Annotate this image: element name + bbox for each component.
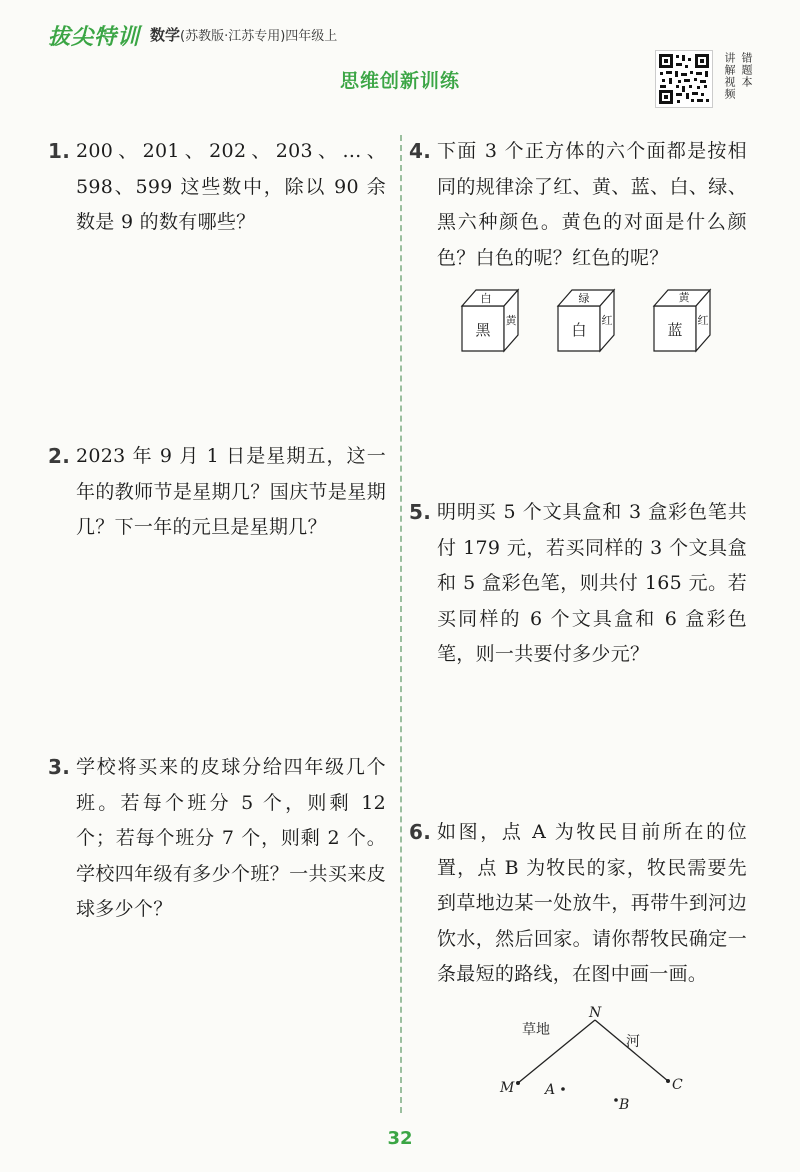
cube-2-top: 绿 <box>578 292 590 305</box>
point-m-dot <box>516 1081 520 1085</box>
question-text: 明明买 5 个文具盒和 3 盒彩色笔共付 179 元，若买同样的 3 个文具盒和 5 盒彩色笔，则共付 165 元。若买同样的 6 个文具盒和 6 盒彩色笔，则一共要付多少元？ <box>437 501 747 665</box>
point-b-dot <box>614 1098 618 1102</box>
question-2 <box>48 439 386 546</box>
qr-code-icon[interactable] <box>655 50 713 108</box>
question-3 <box>48 750 386 928</box>
book-subtitle <box>150 24 337 45</box>
point-a-dot <box>561 1087 565 1091</box>
cube-3 <box>654 290 710 351</box>
qr-label-errors: 错题本 <box>740 52 753 88</box>
cube-1-front: 黑 <box>475 321 491 339</box>
point-a-label: A <box>545 1082 556 1098</box>
route-map-figure <box>498 1003 698 1113</box>
cubes-figure <box>462 288 722 353</box>
column-divider <box>400 135 402 1113</box>
point-c-label: C <box>672 1077 683 1093</box>
point-c-dot <box>666 1079 670 1083</box>
river-label: 河 <box>626 1034 640 1050</box>
cube-1 <box>462 290 518 351</box>
question-text: 2023 年 9 月 1 日是星期五，这一年的教师节是星期几？国庆节是星期几？下一年的元旦是星期几？ <box>76 445 386 538</box>
question-number: 3. <box>48 755 71 779</box>
cube-2 <box>558 290 614 351</box>
cube-3-top: 黄 <box>678 291 690 304</box>
grass-label: 草地 <box>522 1022 550 1038</box>
question-number: 6. <box>409 820 432 844</box>
question-5 <box>409 495 747 673</box>
question-number: 5. <box>409 500 432 524</box>
grade-label: 四年级上 <box>285 29 338 44</box>
cube-1-top: 白 <box>480 292 492 305</box>
section-title: 思维创新训练 <box>339 70 460 92</box>
question-4 <box>409 134 747 276</box>
point-b-label: B <box>619 1097 630 1113</box>
question-text: 如图，点 A 为牧民目前所在的位置，点 B 为牧民的家，牧民需要先到草地边某一处放牛，再带牛到河边饮水，然后回家。请你帮牧民确定一条最短的路线，在图中画一画。 <box>437 821 747 985</box>
brand-logo: 拔尖特训 <box>48 25 141 50</box>
page-number: 32 <box>387 1128 413 1149</box>
subject-label: 数学 <box>150 26 181 44</box>
cube-2-side: 红 <box>601 314 613 327</box>
question-number: 4. <box>409 139 432 163</box>
question-text: 学校将买来的皮球分给四年级几个班。若每个班分 5 个，则剩 12 个；若每个班分 7 个，则剩 2 个。学校四年级有多少个班？一共买来皮球多少个？ <box>76 756 386 920</box>
cube-2-front: 白 <box>571 321 587 339</box>
qr-label-video: 讲解视频 <box>723 52 736 100</box>
question-1 <box>48 134 386 241</box>
question-6 <box>409 815 747 993</box>
point-n-label: N <box>589 1005 602 1021</box>
edition-label: (苏教版·江苏专用) <box>180 29 286 44</box>
question-number: 1. <box>48 139 71 163</box>
question-text: 下面 3 个正方体的六个面都是按相同的规律涂了红、黄、蓝、白、绿、黑六种颜色。黄色的对面是什么颜色？白色的呢？红色的呢？ <box>437 140 747 269</box>
point-m-label: M <box>500 1080 515 1096</box>
question-text: 200、201、202、203、…、598、599 这些数中，除以 90 余数是 9 的数有哪些？ <box>76 140 386 233</box>
cube-3-side: 红 <box>697 314 709 327</box>
page-header <box>0 0 800 120</box>
river-edge <box>595 1020 668 1081</box>
cube-3-front: 蓝 <box>667 321 683 339</box>
cube-1-side: 黄 <box>505 314 517 327</box>
question-number: 2. <box>48 444 71 468</box>
qr-labels <box>713 52 753 100</box>
